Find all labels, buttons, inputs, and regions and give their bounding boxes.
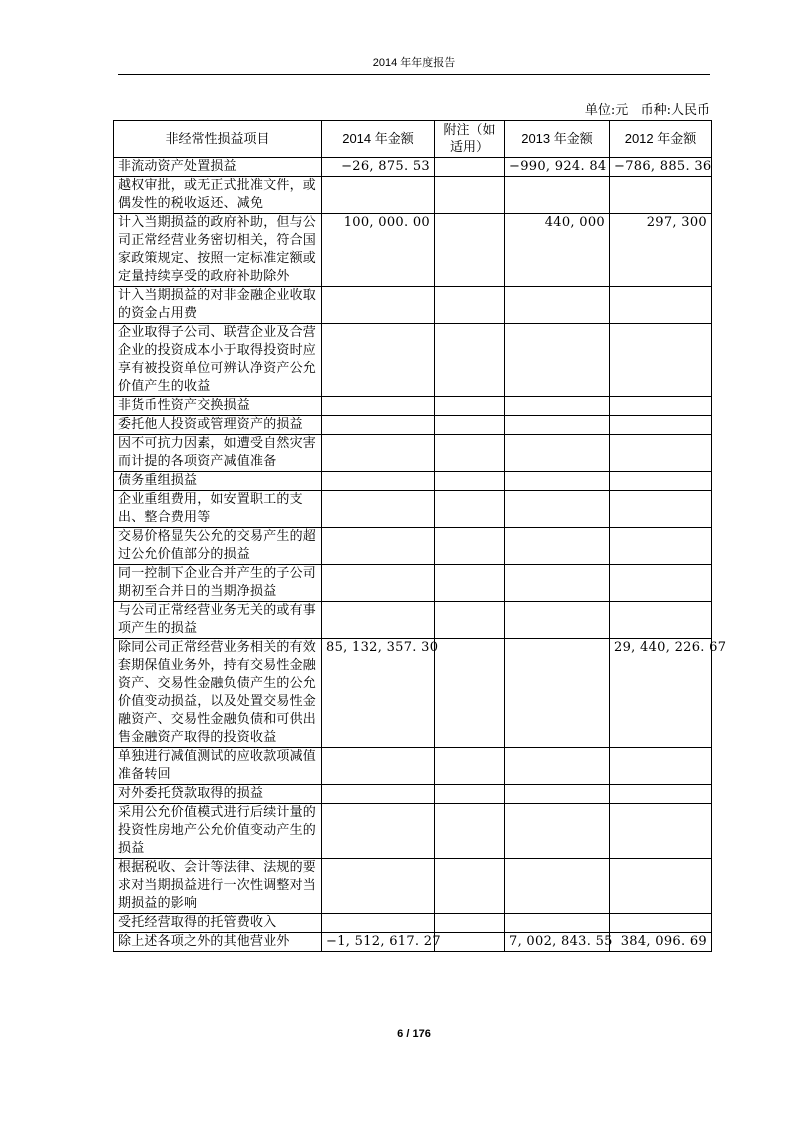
cell-note xyxy=(435,472,505,491)
cell-2012-amount xyxy=(610,528,712,565)
cell-item: 根据税收、会计等法律、法规的要求对当期损益进行一次性调整对当期损益的影响 xyxy=(114,859,322,914)
cell-item: 非流动资产处置损益 xyxy=(114,158,322,177)
cell-2014-amount xyxy=(322,324,435,397)
cell-2012-amount: 384, 096. 69 xyxy=(610,933,712,952)
cell-2014-amount xyxy=(322,859,435,914)
cell-2013-amount xyxy=(505,565,610,602)
note-head-line-1: 附注（如 xyxy=(443,123,496,138)
cell-2014-amount xyxy=(322,785,435,804)
cell-note xyxy=(435,565,505,602)
cell-2013-amount xyxy=(505,748,610,785)
cell-2013-amount xyxy=(505,324,610,397)
cell-2012-amount xyxy=(610,287,712,324)
cell-2013-amount xyxy=(505,639,610,748)
cell-note xyxy=(435,639,505,748)
page-number: 6 / 176 xyxy=(397,1028,431,1040)
cell-2012-amount xyxy=(610,435,712,472)
cell-item: 委托他人投资或管理资产的损益 xyxy=(114,416,322,435)
cell-item: 同一控制下企业合并产生的子公司期初至合并日的当期净损益 xyxy=(114,565,322,602)
cell-item: 企业取得子公司、联营企业及合营企业的投资成本小于取得投资时应享有被投资单位可辨认净资产公允价值产生的收益 xyxy=(114,324,322,397)
cell-2012-amount xyxy=(610,748,712,785)
table-row xyxy=(114,177,712,214)
cell-2012-amount xyxy=(610,602,712,639)
cell-2013-amount: 440, 000 xyxy=(505,214,610,287)
cell-2013-amount: −990, 924. 84 xyxy=(505,158,610,177)
cell-2013-amount xyxy=(505,602,610,639)
cell-2013-amount xyxy=(505,804,610,859)
column-header-note xyxy=(435,121,505,158)
cell-2013-amount xyxy=(505,859,610,914)
cell-2013-amount: 7, 002, 843. 55 xyxy=(505,933,610,952)
cell-item: 除同公司正常经营业务相关的有效套期保值业务外，持有交易性金融资产、交易性金融负债产生的公允价值变动损益，以及处置交易性金融资产、交易性金融负债和可供出售金融资产取得的投资收益 xyxy=(114,639,322,748)
cell-2012-amount xyxy=(610,472,712,491)
table-row xyxy=(114,435,712,472)
cell-note xyxy=(435,491,505,528)
cell-2014-amount xyxy=(322,602,435,639)
cell-2012-amount xyxy=(610,491,712,528)
cell-note xyxy=(435,933,505,952)
cell-item: 受托经营取得的托管费收入 xyxy=(114,914,322,933)
cell-2014-amount: 100, 000. 00 xyxy=(322,214,435,287)
cell-note xyxy=(435,177,505,214)
table-row xyxy=(114,324,712,397)
table-row xyxy=(114,933,712,952)
table-row xyxy=(114,158,712,177)
cell-2012-amount xyxy=(610,416,712,435)
cell-2012-amount: 29, 440, 226. 67 xyxy=(610,639,712,748)
cell-2014-amount xyxy=(322,472,435,491)
cell-item: 采用公允价值模式进行后续计量的投资性房地产公允价值变动产生的损益 xyxy=(114,804,322,859)
header-divider xyxy=(118,74,710,75)
cell-2013-amount xyxy=(505,528,610,565)
cell-2014-amount xyxy=(322,397,435,416)
cell-2012-amount xyxy=(610,565,712,602)
table-row xyxy=(114,491,712,528)
table-row xyxy=(114,748,712,785)
column-header-2013: 2013 年金额 xyxy=(505,121,610,158)
cell-2014-amount xyxy=(322,491,435,528)
cell-2013-amount xyxy=(505,491,610,528)
cell-item: 债务重组损益 xyxy=(114,472,322,491)
cell-2012-amount xyxy=(610,859,712,914)
non-recurring-gains-losses-table xyxy=(113,120,727,952)
cell-2014-amount xyxy=(322,435,435,472)
cell-note xyxy=(435,324,505,397)
table-row xyxy=(114,859,712,914)
cell-2012-amount xyxy=(610,177,712,214)
cell-item: 因不可抗力因素，如遭受自然灾害而计提的各项资产减值准备 xyxy=(114,435,322,472)
cell-item: 计入当期损益的对非金融企业收取的资金占用费 xyxy=(114,287,322,324)
cell-2013-amount xyxy=(505,416,610,435)
cell-note xyxy=(435,435,505,472)
cell-item: 单独进行减值测试的应收款项减值准备转回 xyxy=(114,748,322,785)
cell-2012-amount: −786, 885. 36 xyxy=(610,158,712,177)
table-row xyxy=(114,472,712,491)
table-row xyxy=(114,602,712,639)
cell-note xyxy=(435,397,505,416)
cell-2014-amount xyxy=(322,748,435,785)
table-row xyxy=(114,397,712,416)
cell-2013-amount xyxy=(505,472,610,491)
column-header-2014: 2014 年金额 xyxy=(322,121,435,158)
cell-note xyxy=(435,287,505,324)
cell-note xyxy=(435,158,505,177)
cell-note xyxy=(435,785,505,804)
cell-2013-amount xyxy=(505,287,610,324)
table-row xyxy=(114,528,712,565)
cell-note xyxy=(435,528,505,565)
column-header-item: 非经常性损益项目 xyxy=(114,121,322,158)
cell-item: 企业重组费用，如安置职工的支出、整合费用等 xyxy=(114,491,322,528)
unit-currency-label: 单位:元 币种:人民币 xyxy=(584,103,710,118)
table-row xyxy=(114,804,712,859)
cell-2012-amount xyxy=(610,324,712,397)
cell-2014-amount: 85, 132, 357. 30 xyxy=(322,639,435,748)
cell-note xyxy=(435,214,505,287)
table-row xyxy=(114,565,712,602)
cell-note xyxy=(435,859,505,914)
cell-note xyxy=(435,804,505,859)
cell-2014-amount xyxy=(322,416,435,435)
cell-2012-amount: 297, 300 xyxy=(610,214,712,287)
table-row xyxy=(114,287,712,324)
cell-2014-amount xyxy=(322,565,435,602)
cell-note xyxy=(435,914,505,933)
cell-note xyxy=(435,602,505,639)
cell-2014-amount xyxy=(322,914,435,933)
column-header-2012: 2012 年金额 xyxy=(610,121,712,158)
cell-2014-amount xyxy=(322,528,435,565)
cell-item: 计入当期损益的政府补助，但与公司正常经营业务密切相关，符合国家政策规定、按照一定标准定额或定量持续享受的政府补助除外 xyxy=(114,214,322,287)
table-row xyxy=(114,639,712,748)
table-row xyxy=(114,785,712,804)
cell-item: 对外委托贷款取得的损益 xyxy=(114,785,322,804)
table-header-row xyxy=(114,121,712,158)
report-header-title: 2014 年年度报告 xyxy=(372,57,456,69)
table-body xyxy=(114,158,727,952)
table-row xyxy=(114,914,712,933)
note-head-line-2: 适用） xyxy=(449,140,489,155)
cell-2012-amount xyxy=(610,397,712,416)
cell-note xyxy=(435,416,505,435)
cell-item: 交易价格显失公允的交易产生的超过公允价值部分的损益 xyxy=(114,528,322,565)
cell-item: 越权审批，或无正式批准文件，或偶发性的税收返还、减免 xyxy=(114,177,322,214)
table-row xyxy=(114,416,712,435)
cell-note xyxy=(435,748,505,785)
cell-item: 非货币性资产交换损益 xyxy=(114,397,322,416)
cell-2014-amount: −1, 512, 617. 27 xyxy=(322,933,435,952)
cell-2012-amount xyxy=(610,785,712,804)
cell-2013-amount xyxy=(505,397,610,416)
cell-2014-amount xyxy=(322,177,435,214)
cell-2014-amount xyxy=(322,804,435,859)
cell-2012-amount xyxy=(610,804,712,859)
cell-2013-amount xyxy=(505,177,610,214)
cell-2013-amount xyxy=(505,914,610,933)
cell-2013-amount xyxy=(505,785,610,804)
cell-item: 除上述各项之外的其他营业外 xyxy=(114,933,322,952)
cell-item: 与公司正常经营业务无关的或有事项产生的损益 xyxy=(114,602,322,639)
cell-2014-amount: −26, 875. 53 xyxy=(322,158,435,177)
cell-2013-amount xyxy=(505,435,610,472)
cell-2012-amount xyxy=(610,914,712,933)
table-row xyxy=(114,214,712,287)
cell-2014-amount xyxy=(322,287,435,324)
